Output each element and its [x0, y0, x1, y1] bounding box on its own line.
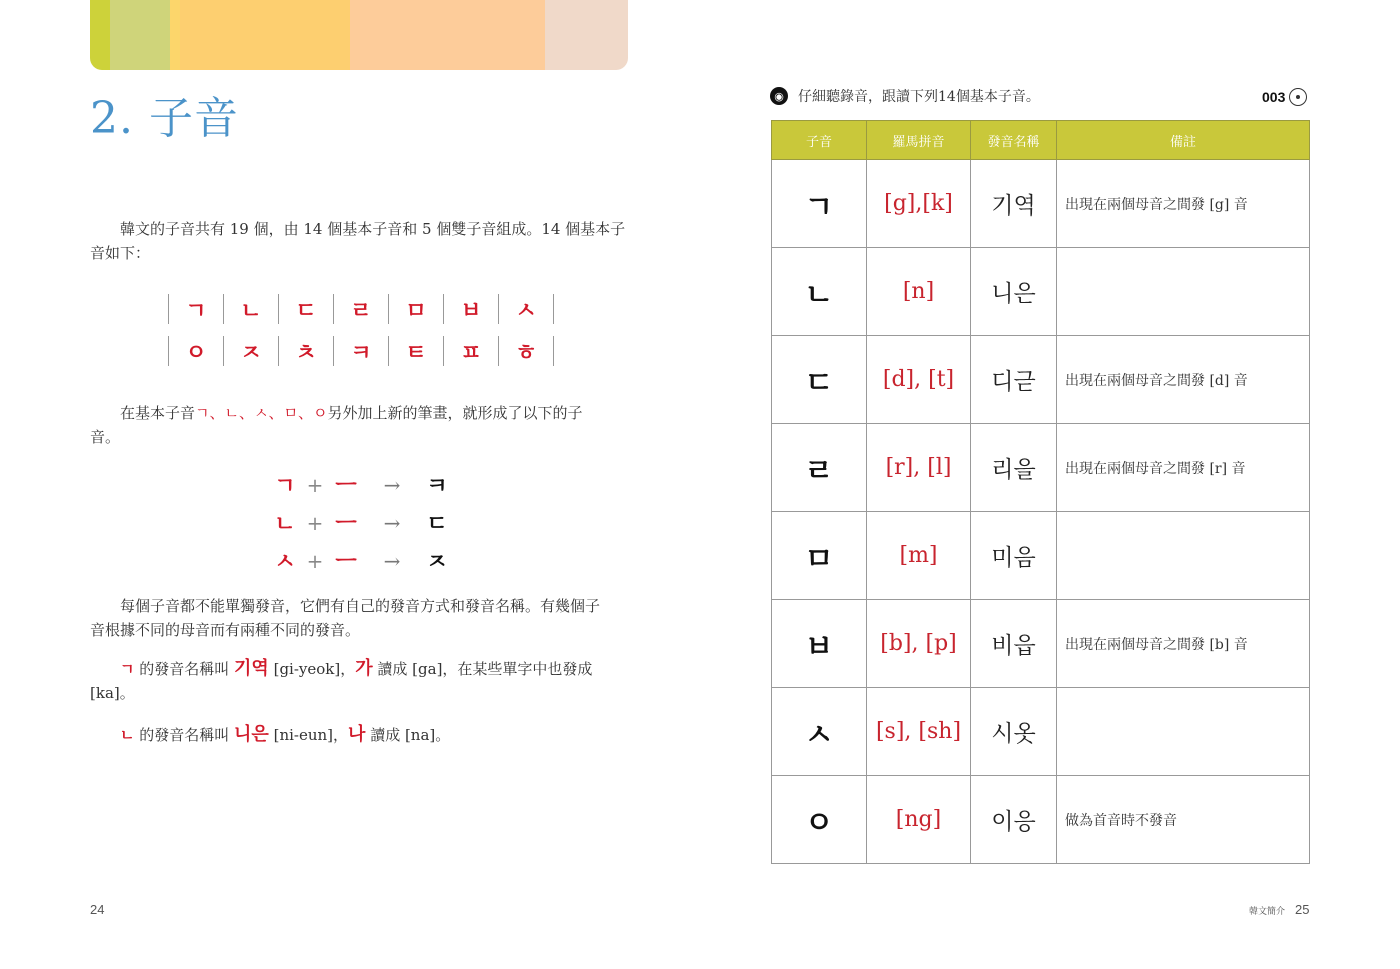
- band-segment: [170, 0, 180, 70]
- intro-paragraph: [90, 217, 630, 265]
- consonant-row-2: [168, 336, 554, 366]
- column-header: 發音名稱: [971, 121, 1057, 160]
- romanization-cell: [d], [t]: [867, 336, 971, 424]
- page-number-right: 25: [1295, 902, 1310, 917]
- name-cell: 시옷: [971, 688, 1057, 776]
- g-name-note: [90, 657, 630, 705]
- consonant-cell: ㅂ: [443, 294, 498, 324]
- consonant-cell: ㅋ: [333, 336, 388, 366]
- consonant-cell: ㄹ: [333, 294, 388, 324]
- formation-stroke: ㅡ: [335, 550, 357, 575]
- instruction: [770, 86, 1040, 106]
- note-text: [ni-eun]，: [268, 726, 349, 744]
- table-row: [772, 600, 1310, 688]
- name-cell: 니은: [971, 248, 1057, 336]
- consonant-glyph: ㄴ: [120, 726, 135, 744]
- note-cell: [1057, 512, 1310, 600]
- band-segment: [110, 0, 170, 70]
- intro-line: 音如下：: [90, 244, 151, 262]
- track-number: 003: [1262, 89, 1286, 105]
- formation-arrow: →: [383, 548, 401, 573]
- consonant-cell: ㅅ: [498, 294, 554, 324]
- table-header-row: [772, 121, 1310, 160]
- name-cell: 비읍: [971, 600, 1057, 688]
- romanization-cell: [g],[k]: [867, 160, 971, 248]
- formation-plus: +: [306, 510, 324, 535]
- consonant-cell: ㄷ: [278, 294, 333, 324]
- consonant-cell: ㅇ: [772, 776, 867, 864]
- stroke-paragraph: [90, 401, 630, 449]
- consonant-cell: ㅂ: [772, 600, 867, 688]
- consonant-name: 니은: [234, 724, 269, 745]
- pronunciation-paragraph: [90, 594, 630, 642]
- note-text: 讀成 [ga]，在某些單字中也發成: [372, 660, 593, 678]
- consonant-cell: ㄴ: [223, 294, 278, 324]
- note-cell: 出現在兩個母音之間發 [r] 音: [1057, 424, 1310, 512]
- band-segment: [180, 0, 350, 70]
- consonant-cell: ㄱ: [772, 160, 867, 248]
- note-cell: 做為首音時不發音: [1057, 776, 1310, 864]
- formation-base: ㄴ: [274, 512, 296, 537]
- n-name-note: [90, 723, 630, 747]
- stroke-text: 音。: [90, 428, 121, 446]
- note-cell: 出現在兩個母音之間發 [d] 音: [1057, 336, 1310, 424]
- note-text: 的發音名稱叫: [134, 726, 235, 744]
- consonant-cell: ㅎ: [498, 336, 554, 366]
- audio-speaker-icon[interactable]: ◉: [770, 87, 788, 105]
- running-title: 韓文簡介: [1249, 906, 1286, 916]
- column-header: 備註: [1057, 121, 1310, 160]
- band-segment: [350, 0, 545, 70]
- romanization-cell: [ng]: [867, 776, 971, 864]
- formation-arrow: →: [383, 510, 401, 535]
- consonant-table: [771, 120, 1310, 864]
- consonant-cell: ㄴ: [772, 248, 867, 336]
- formation-row: [270, 507, 452, 538]
- consonant-cell: ㅇ: [168, 336, 223, 366]
- formation-plus: +: [306, 472, 324, 497]
- formation-arrow: →: [383, 472, 401, 497]
- consonant-cell: ㅈ: [223, 336, 278, 366]
- formation-base: ㄱ: [274, 474, 296, 499]
- note-text: 讀成 [na]。: [365, 726, 451, 744]
- consonant-cell: ㅌ: [388, 336, 443, 366]
- formation-row: [270, 545, 452, 576]
- consonant-row-1: [168, 294, 554, 324]
- header-color-band: [90, 0, 628, 70]
- formation-result: ㅈ: [426, 550, 448, 575]
- formation-result: ㄷ: [426, 512, 448, 537]
- romanization-cell: [s], [sh]: [867, 688, 971, 776]
- table-row: [772, 688, 1310, 776]
- cd-icon: [1289, 88, 1307, 106]
- page-number-left: 24: [90, 902, 105, 917]
- column-header: 子音: [772, 121, 867, 160]
- audio-track[interactable]: [1262, 88, 1307, 106]
- name-cell: 미음: [971, 512, 1057, 600]
- table-row: [772, 248, 1310, 336]
- consonant-glyph: ㄱ: [120, 660, 135, 678]
- syllable: 가: [355, 658, 373, 679]
- romanization-cell: [r], [l]: [867, 424, 971, 512]
- para-line: 每個子音都不能單獨發音，它們有自己的發音方式和發音名稱。有幾個子: [120, 597, 601, 615]
- formation-base: ㅅ: [274, 550, 296, 575]
- consonant-cell: ㄹ: [772, 424, 867, 512]
- table-row: [772, 160, 1310, 248]
- note-text: [gi-yeok]，: [268, 660, 356, 678]
- formation-stroke: ㅡ: [335, 474, 357, 499]
- name-cell: 기역: [971, 160, 1057, 248]
- table-row: [772, 512, 1310, 600]
- note-cell: [1057, 248, 1310, 336]
- consonant-cell: ㅍ: [443, 336, 498, 366]
- romanization-cell: [m]: [867, 512, 971, 600]
- stroke-text: 另外加上新的筆畫，就形成了以下的子: [327, 404, 583, 422]
- consonant-cell: ㄱ: [168, 294, 223, 324]
- consonant-cell: ㅁ: [388, 294, 443, 324]
- romanization-cell: [b], [p]: [867, 600, 971, 688]
- formation-plus: +: [306, 548, 324, 573]
- instruction-text: 仔細聽錄音，跟讀下列14個基本子音。: [798, 89, 1040, 105]
- column-header: 羅馬拼音: [867, 121, 971, 160]
- name-cell: 리을: [971, 424, 1057, 512]
- stroke-text: 在基本子音: [120, 404, 196, 422]
- note-cell: [1057, 688, 1310, 776]
- note-cell: 出現在兩個母音之間發 [b] 音: [1057, 600, 1310, 688]
- name-cell: 디귿: [971, 336, 1057, 424]
- table-row: [772, 776, 1310, 864]
- table-row: [772, 336, 1310, 424]
- consonant-name: 기역: [234, 658, 269, 679]
- syllable: 나: [348, 724, 366, 745]
- band-segment: [545, 0, 628, 70]
- intro-line: 韓文的子音共有 19 個，由 14 個基本子音和 5 個雙子音組成。14 個基本子: [120, 220, 626, 238]
- formation-result: ㅋ: [426, 474, 448, 499]
- consonant-cell: ㄷ: [772, 336, 867, 424]
- consonant-cell: ㅁ: [772, 512, 867, 600]
- para-line: 音根據不同的母音而有兩種不同的發音。: [90, 621, 361, 639]
- formation-row: [270, 469, 452, 500]
- formation-stroke: ㅡ: [335, 512, 357, 537]
- note-text: 的發音名稱叫: [134, 660, 235, 678]
- romanization-cell: [n]: [867, 248, 971, 336]
- name-cell: 이응: [971, 776, 1057, 864]
- consonant-cell: ㅅ: [772, 688, 867, 776]
- note-cell: 出現在兩個母音之間發 [g] 音: [1057, 160, 1310, 248]
- consonant-cell: ㅊ: [278, 336, 333, 366]
- stroke-consonants: ㄱ、ㄴ、ㅅ、ㅁ、ㅇ: [195, 404, 328, 422]
- note-text: [ka]。: [90, 684, 135, 702]
- table-row: [772, 424, 1310, 512]
- band-segment: [90, 0, 110, 70]
- section-title: 2. 子音: [90, 93, 239, 144]
